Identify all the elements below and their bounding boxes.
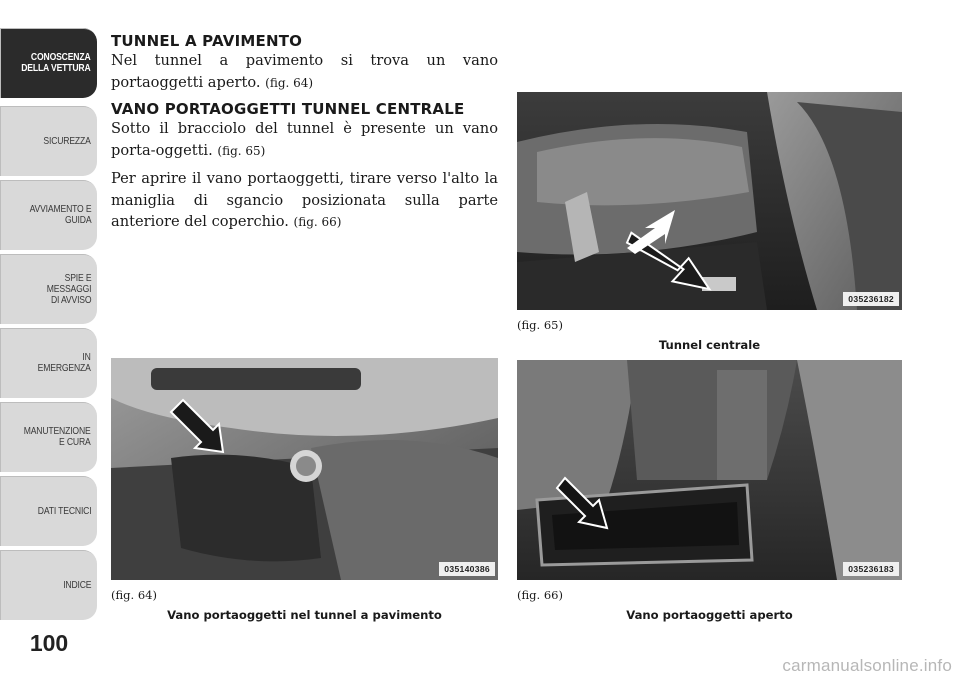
figure-reference: (fig. 66) — [293, 215, 342, 229]
figure-reference: (fig. 65) — [217, 143, 266, 158]
tab-conoscenza-della-vettura[interactable] — [0, 28, 97, 98]
figure-caption: Vano portaoggetti nel tunnel a pavimento — [167, 608, 442, 622]
figure-reference: (fig. 65) — [517, 318, 563, 332]
open-storage-illustration — [517, 360, 902, 580]
tab-label: CONOSCENZA DELLA VETTURA — [21, 51, 91, 74]
figure-reference: (fig. 64) — [265, 75, 314, 90]
section-paragraph — [111, 168, 498, 234]
tab-in-emergenza[interactable] — [0, 328, 97, 398]
watermark: carmanualsonline.info — [782, 656, 952, 675]
tab-manutenzione-e-cura[interactable] — [0, 402, 97, 472]
figure-code: 035140386 — [439, 562, 495, 576]
tab-label: AVVIAMENTO E GUIDA — [29, 203, 91, 226]
tab-indice[interactable] — [0, 550, 97, 620]
section-heading: TUNNEL A PAVIMENTO — [111, 32, 303, 50]
tab-label: IN EMERGENZA — [37, 351, 91, 374]
section-heading: VANO PORTAOGGETTI TUNNEL CENTRALE — [111, 100, 465, 118]
central-tunnel-illustration — [517, 92, 902, 310]
tab-label: MANUTENZIONE E CURA — [24, 425, 91, 448]
photo-floor-tunnel — [111, 358, 498, 580]
figure-caption: Vano portaoggetti aperto — [626, 608, 793, 622]
tab-label: INDICE — [62, 578, 91, 591]
photo-central-tunnel — [517, 92, 902, 310]
figure-caption: Tunnel centrale — [658, 338, 761, 352]
tab-spie-e-messaggi[interactable] — [0, 254, 97, 324]
tab-dati-tecnici[interactable] — [0, 476, 97, 546]
paragraph-text: Sotto il bracciolo del tunnel è presente un vano porta-oggetti. — [111, 120, 498, 159]
page-number: 100 — [29, 630, 69, 656]
figure-reference: (fig. 64) — [111, 588, 157, 602]
figure-code: 035236183 — [843, 562, 899, 576]
figure-reference: (fig. 66) — [517, 588, 563, 602]
section-paragraph — [111, 50, 498, 94]
floor-tunnel-illustration — [111, 358, 498, 580]
paragraph-text: Per aprire il vano portaoggetti, tirare verso l'alto la maniglia di sgancio posizionata sulla parte anteriore del coperchio. — [111, 170, 498, 230]
tab-sicurezza[interactable] — [0, 106, 97, 176]
text-column — [111, 32, 498, 234]
paragraph-text: Nel tunnel a pavimento si trova un vano portaoggetti aperto. — [111, 52, 498, 91]
photo-open-storage — [517, 360, 902, 580]
tab-label: SICUREZZA — [43, 134, 91, 147]
tab-avviamento-e-guida[interactable] — [0, 180, 97, 250]
tab-label: SPIE E MESSAGGI DI AVVISO — [46, 271, 91, 306]
tab-label: DATI TECNICI — [37, 504, 91, 517]
figure-code: 035236182 — [843, 292, 899, 306]
section-paragraph — [111, 118, 498, 162]
